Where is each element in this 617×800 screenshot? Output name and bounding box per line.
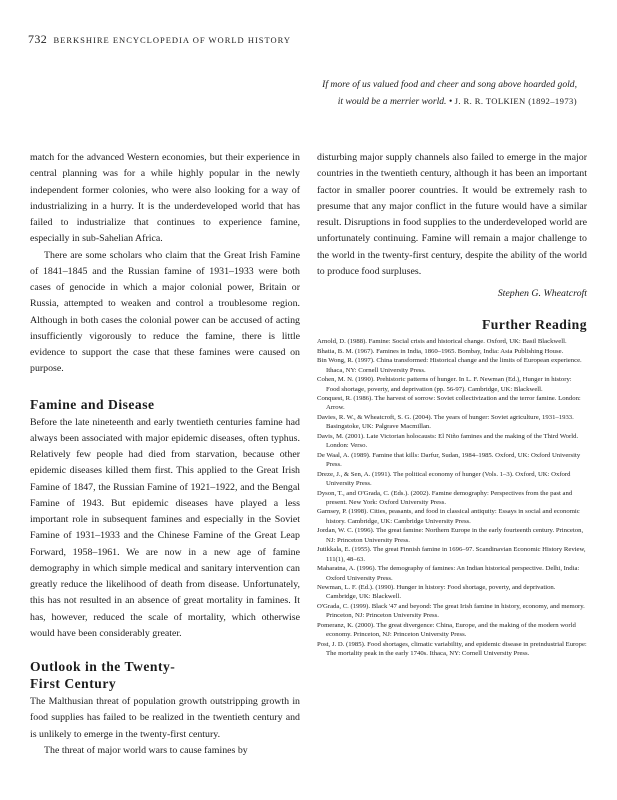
reference-item: Cohen, M. N. (1990). Prehistoric patterns of hunger. In L. F. Newman (Ed.), Hunger in history: Food shortage, poverty, and deprivation (pp. 56-97). Cambridge, UK: Blackwell. (317, 376, 572, 393)
left-column (30, 150, 300, 759)
epigraph-quote (247, 77, 577, 110)
reference-item: De Waal, A. (1989). Famine that kills: Darfur, Sudan, 1984–1985. Oxford, UK: Oxford University Press. (317, 451, 581, 469)
quote-line-2: it would be a merrier world. (337, 96, 447, 107)
reference-item: O'Grada, C. (1999). Black '47 and beyond: The great Irish famine in history, economy, and memory. Princeton, NJ: Princeton University Press. (317, 602, 585, 620)
bullet-icon: • (448, 96, 453, 107)
section-heading-further-reading: Further Reading (481, 317, 587, 333)
reference-item: Dreze, J., & Sen, A. (1991). The political economy of hunger (Vols. 1–3). Oxford, UK: Oxford University Press. (317, 470, 571, 488)
running-header (28, 32, 291, 47)
reference-item: Jutikkala, E. (1955). The great Finnish famine in 1696–97. Scandinavian Economic History Review, 111(1), 48–63. (317, 546, 586, 563)
article-author: Stephen G. Wheatcroft (497, 288, 587, 299)
body-paragraph: disturbing major supply channels also failed to emerge in the major countries in the twentieth century, although it has been an important factor in smaller poorer countries. It would be extremely rash to presume that any major conflict in the future would have a similar result. Disruptions in food supplies to the underdeveloped world are unfortunately continuing. Famine will remain a major challenge to the world in the twenty-first century, despite the ability of the world to produce food surpluses. (317, 152, 587, 277)
body-paragraph: The Malthusian threat of population growth outstripping growth in food supplies has failed to be realized in the twentieth century and is unlikely to emerge in the twenty-first century. (30, 696, 300, 740)
right-column (317, 150, 587, 659)
reference-item: Bin Wong, R. (1997). China transformed: Historical change and the limits of European experience. Ithaca, NY: Cornell University Press. (317, 357, 582, 374)
page-number: 732 (28, 32, 48, 46)
section-heading-outlook (30, 658, 300, 692)
reference-item: Dyson, T., and O'Grada, C. (Eds.). (2002). Famine demography: Perspectives from the past and present. New York: Oxford University Press. (317, 489, 573, 506)
reference-item: Newman, L. F. (Ed.). (1990). Hunger in history: Food shortage, poverty, and deprivation. Cambridge, UK: Blackwell. (317, 584, 556, 601)
reference-item: Maharatna, A. (1996). The demography of famines: An Indian historical perspective. Delhi, India: Oxford University Press. (317, 565, 580, 582)
body-paragraph: match for the advanced Western economies, but their experience in central planning was for a while highly popular in the newly independent former colonies, who were also looking for a way of industrializing in a hurry. It is the underdeveloped world that has failed to industrialize that continues to experience famine, especially in sub-Sahelian Africa. (30, 152, 300, 245)
quote-attribution: J. R. R. TOLKIEN (1892–1973) (454, 96, 577, 106)
reference-list (317, 337, 587, 658)
body-paragraph: The threat of major world wars to cause famines by (44, 744, 248, 756)
reference-item: Davis, M. (2001). Late Victorian holocausts: El Niño famines and the making of the Third World. London: Verso. (317, 432, 579, 450)
reference-item: Conquest, R. (1986). The harvest of sorrow: Soviet collectivization and the terror famine. London: Arrow. (317, 394, 581, 412)
quote-line-1: If more of us valued food and cheer and song above hoarded gold, (322, 79, 577, 90)
reference-item: Bhatia, B. M. (1967). Famines in India, 1860–1965. Bombay, India: Asia Publishing House. (317, 347, 564, 355)
reference-item: Pomeranz, K. (2000). The great divergence: China, Europe, and the making of the modern world economy. Princeton, NJ: Princeton University Press. (317, 621, 576, 639)
heading-line-2: First Century (30, 676, 117, 691)
reference-item: Arnold, D. (1988). Famine: Social crisis and historical change. Oxford, UK: Basil Blackwell. (317, 338, 567, 346)
book-title: BERKSHIRE ENCYCLOPEDIA OF WORLD HISTORY (53, 35, 292, 45)
heading-line-1: Outlook in the Twenty- (30, 659, 176, 674)
reference-item: Jordan, W. C. (1996). The great famine: Northern Europe in the early fourteenth century. Princeton, NJ: Princeton University Press. (317, 527, 584, 544)
reference-item: Garnsey, P. (1998). Cities, peasants, and food in classical antiquity: Essays in social and economic history. Cambridge, UK: Cambridge University Press. (317, 508, 580, 525)
body-paragraph: There are some scholars who claim that the Great Irish Famine of 1841–1845 and the Russian famine of 1931–1933 were both cases of genocide in which a major colonial power, Britain or Russia, attempted to weaken and control a troublesome region. Although in both cases the colonial power can be accused of acting insufficiently vigorously to reduce the famine, there is little evidence to support the case that these famines were caused on purpose. (30, 249, 300, 375)
reference-item: Davies, R. W., & Wheatcroft, S. G. (2004). The years of hunger: Soviet agriculture, 1931–1933. Basingstoke, UK: Palgrave Macmillan. (317, 413, 574, 431)
reference-item: Post, J. D. (1985). Food shortages, climatic variability, and epidemic disease in preindustrial Europe: The mortality peak in the early 1740s. Ithaca, NY: Cornell University Press. (317, 640, 587, 658)
section-heading-famine-and-disease: Famine and Disease (30, 396, 155, 412)
body-paragraph: Before the late nineteenth and early twentieth centuries famine had always been associated with major epidemic diseases, often typhus. Relatively few people had died from starvation, because other epidemic diseases killed them first. This applied to the Great Irish Famine of 1847, the Russian Famine of 1921–1922, and the Bengal Famine of 1943. But epidemic diseases have played a less important role in subsequent famines and especially in the Soviet Famine of 1931–1933 and the Chinese Famine of the Great Leap Forward, 1958–1961. We are now in a new age of famine demography in which simple medical and sanitary intervention can greatly reduce the likelihood of death from disease. Unfortunately, this has not resulted in an absence of great mortality in famines. It has, however, reduced the scale of mortality, which otherwise would have been considerably greater. (30, 416, 300, 639)
